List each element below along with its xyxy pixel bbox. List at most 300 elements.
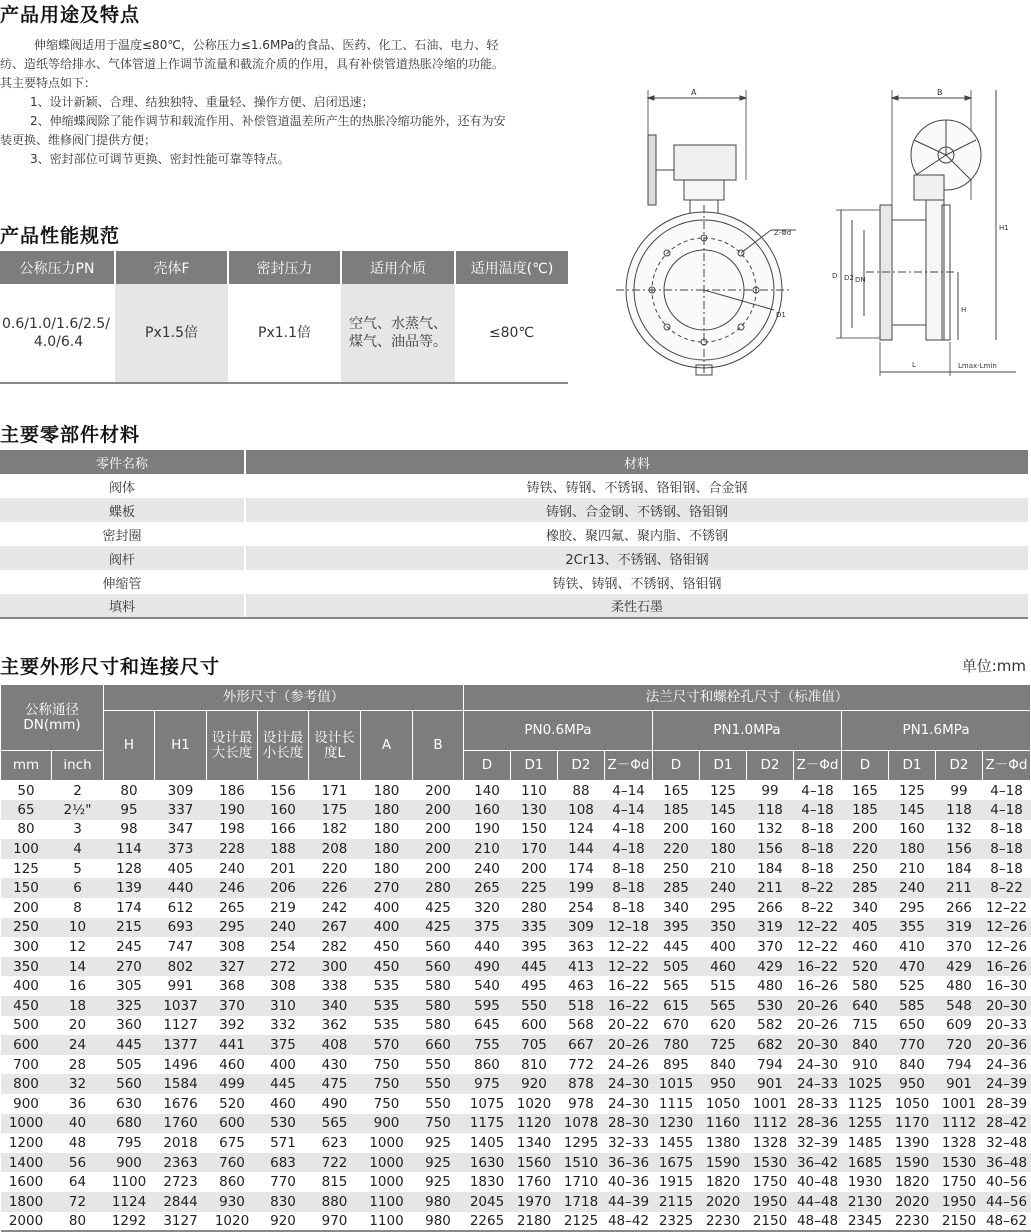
valve-drawing — [596, 80, 1028, 380]
table-cell: 755 — [464, 1035, 511, 1055]
table-cell: 16–22 — [607, 978, 650, 995]
table-cell: 20–26 — [794, 996, 842, 1016]
table-cell: 1100 — [361, 1192, 413, 1212]
table-cell: 32–39 — [796, 1134, 839, 1151]
table-row — [0, 546, 1028, 570]
table-cell: 600 — [1, 1035, 52, 1055]
table-cell: 200 — [13, 899, 39, 916]
table-cell: 95 — [104, 800, 155, 820]
table-cell: 4–18 — [605, 839, 653, 859]
table-cell: 4–14 — [612, 782, 645, 799]
table-cell: 725 — [700, 1035, 747, 1055]
table-cell: 794 — [757, 1056, 783, 1073]
table-cell: 750 — [373, 1056, 400, 1073]
table-cell: 550 — [425, 1056, 451, 1073]
table-cell: 200 — [425, 821, 451, 838]
table-cell: 1675 — [653, 1153, 700, 1173]
table-cell: 840 — [842, 1035, 889, 1055]
table-cell: 1127 — [163, 1017, 198, 1034]
table-cell: 211 — [936, 878, 983, 898]
table-cell: 174 — [568, 860, 594, 877]
dim-label-D1: D1 — [776, 311, 786, 319]
table-cell: 2723 — [163, 1174, 198, 1191]
table-cell: 395 — [653, 918, 700, 938]
table-cell: 1340 — [516, 1134, 552, 1151]
table-cell: 12–18 — [605, 918, 653, 938]
dims-heading: 主要外形尺寸和连接尺寸 — [0, 656, 221, 678]
table-cell: 110 — [521, 782, 547, 799]
table-cell: 20–26 — [796, 1017, 839, 1034]
table-cell: 180 — [361, 800, 413, 820]
table-row — [1, 1055, 1031, 1075]
table-cell: 400 — [13, 978, 39, 995]
table-cell: 925 — [425, 1134, 451, 1151]
table-cell: 24–26 — [607, 1056, 650, 1073]
table-cell: 920 — [511, 1074, 558, 1094]
table-cell: 44–56 — [983, 1192, 1031, 1212]
table-cell: 48–48 — [794, 1212, 842, 1232]
col-Z: Z－Φd — [983, 751, 1031, 781]
table-cell: 460 — [219, 1056, 245, 1073]
table-cell: 408 — [309, 1035, 361, 1055]
table-cell: 174 — [116, 899, 142, 916]
table-cell: 184 — [757, 860, 783, 877]
table-row — [1, 1035, 1031, 1055]
table-cell: 900 — [13, 1095, 39, 1112]
table-cell: 270 — [104, 957, 155, 977]
table-cell: 285 — [653, 878, 700, 898]
table-cell: 340 — [663, 899, 689, 916]
table-cell: 445 — [258, 1074, 309, 1094]
table-cell: 980 — [413, 1192, 464, 1212]
dim-label-lmax: Lmax-Lmin — [958, 362, 997, 370]
part-material: 铸铁、铸钢、不锈钢、铬钼钢 — [552, 576, 722, 592]
table-cell: 240 — [219, 860, 245, 877]
table-cell: 24–36 — [985, 1056, 1028, 1073]
table-cell: 413 — [558, 957, 605, 977]
table-cell: 950 — [889, 1074, 936, 1094]
table-cell: 571 — [270, 1134, 296, 1151]
table-cell: 28–33 — [796, 1095, 839, 1112]
table-cell: 335 — [511, 918, 558, 938]
table-cell: 327 — [207, 957, 258, 977]
table-row — [1, 800, 1031, 820]
table-cell: 560 — [425, 939, 451, 956]
table-cell: 20 — [68, 1017, 87, 1034]
table-cell: 145 — [700, 800, 747, 820]
table-cell: 65 — [1, 800, 52, 820]
table-cell: 780 — [653, 1035, 700, 1055]
table-cell: 200 — [425, 782, 451, 799]
table-cell: 900 — [361, 1114, 413, 1134]
table-cell: 295 — [207, 918, 258, 938]
table-cell: 700 — [13, 1056, 39, 1073]
table-cell: 200 — [521, 860, 547, 877]
table-cell: 1160 — [700, 1114, 747, 1134]
table-cell: 1710 — [563, 1174, 599, 1191]
table-cell: 16–22 — [794, 957, 842, 977]
table-cell: 8–18 — [990, 821, 1023, 838]
table-cell: 4 — [52, 839, 104, 859]
table-cell: 160 — [710, 821, 736, 838]
part-material: 柔性石墨 — [245, 594, 1028, 618]
spec-table — [0, 251, 568, 384]
table-cell: 600 — [521, 1017, 547, 1034]
table-cell: 40 — [52, 1114, 104, 1134]
table-cell: 370 — [207, 996, 258, 1016]
table-cell: 16–30 — [985, 978, 1028, 995]
table-cell: 400 — [361, 918, 413, 938]
table-cell: 20–22 — [607, 1017, 650, 1034]
table-cell: 48 — [68, 1134, 87, 1151]
dim-label-H1: H1 — [999, 224, 1009, 232]
table-cell: 445 — [104, 1035, 155, 1055]
table-cell: 800 — [1, 1074, 52, 1094]
table-cell: 1295 — [563, 1134, 599, 1151]
dim-label-H: H — [961, 306, 967, 314]
table-cell: 225 — [511, 878, 558, 898]
table-row — [1, 781, 1031, 801]
col-D: D — [464, 751, 511, 781]
table-cell: 810 — [521, 1056, 547, 1073]
table-cell: 2345 — [842, 1212, 889, 1232]
table-cell: 2020 — [700, 1192, 747, 1212]
table-cell: 815 — [321, 1174, 348, 1191]
table-cell: 770 — [270, 1174, 296, 1191]
table-cell: 670 — [663, 1017, 689, 1034]
table-cell: 1100 — [111, 1174, 147, 1191]
table-cell: 802 — [155, 957, 207, 977]
table-cell: 1560 — [511, 1153, 558, 1173]
table-cell: 44–39 — [605, 1192, 653, 1212]
table-cell: 535 — [373, 978, 400, 995]
table-cell: 470 — [889, 957, 936, 977]
table-cell: 132 — [757, 821, 783, 838]
front-view — [616, 88, 796, 375]
table-cell: 445 — [663, 939, 689, 956]
table-cell: 124 — [568, 821, 594, 838]
table-cell: 220 — [842, 839, 889, 859]
table-cell: 80 — [120, 782, 138, 799]
table-cell: 1124 — [104, 1192, 155, 1212]
table-cell: 36–48 — [983, 1153, 1031, 1173]
table-cell: 794 — [946, 1056, 972, 1073]
part-name: 填料 — [0, 594, 245, 618]
table-cell: 1328 — [941, 1134, 977, 1151]
table-cell: 565 — [700, 996, 747, 1016]
table-cell: 254 — [270, 939, 296, 956]
table-cell: 36–42 — [794, 1153, 842, 1173]
table-cell: 254 — [568, 899, 594, 916]
materials-col-header: 零件名称 — [0, 450, 245, 474]
table-cell: 770 — [889, 1035, 936, 1055]
table-cell: 499 — [207, 1074, 258, 1094]
table-cell: 580 — [852, 978, 878, 995]
spec-shell: Px1.5倍 — [115, 284, 228, 383]
table-cell: 1510 — [558, 1153, 605, 1173]
table-cell: 1112 — [747, 1114, 794, 1134]
table-cell: 530 — [258, 1114, 309, 1134]
col-Z: Z－Φd — [605, 751, 653, 781]
table-cell: 28–30 — [605, 1114, 653, 1134]
table-cell: 200 — [425, 860, 451, 877]
table-cell: 950 — [700, 1074, 747, 1094]
table-cell: 495 — [521, 978, 547, 995]
part-material: 橡胶、聚四氟、聚内脂、不锈钢 — [545, 528, 728, 544]
table-cell: 645 — [474, 1017, 500, 1034]
table-cell: 760 — [207, 1153, 258, 1173]
table-cell: 2325 — [653, 1212, 700, 1232]
table-cell: 139 — [104, 878, 155, 898]
table-cell: 560 — [413, 957, 464, 977]
table-cell: 320 — [474, 899, 500, 916]
table-cell: 400 — [270, 1056, 296, 1073]
table-cell: 560 — [104, 1074, 155, 1094]
usage-line: 纺、造纸等给排水、气体管道上作调节流量和截流介质的作用，具有补偿管道热胀冷缩的功能。 — [0, 57, 505, 71]
usage-heading: 产品用途及特点 — [0, 4, 141, 26]
table-cell: 795 — [116, 1134, 142, 1151]
outline-header: 外形尺寸（参考值） — [104, 685, 464, 711]
table-cell: 99 — [950, 782, 968, 799]
table-row — [1, 1074, 1031, 1094]
table-cell: 180 — [889, 839, 936, 859]
usage-line: 伸缩蝶阀适用于温度≤80℃，公称压力≤1.6MPa的食品、医药、化工、石油、电力、轻 — [34, 38, 499, 52]
table-cell: 1950 — [936, 1192, 983, 1212]
table-cell: 550 — [511, 996, 558, 1016]
table-cell: 171 — [321, 782, 348, 799]
table-row — [1, 1094, 1031, 1114]
table-cell: 1377 — [155, 1035, 207, 1055]
table-cell: 16–26 — [796, 978, 839, 995]
table-cell: 895 — [663, 1056, 689, 1073]
table-cell: 150 — [1, 878, 52, 898]
table-cell: 200 — [852, 821, 878, 838]
table-cell: 20–33 — [985, 1017, 1028, 1034]
table-cell: 32–48 — [985, 1134, 1028, 1151]
table-cell: 8–18 — [990, 860, 1023, 877]
table-cell: 450 — [361, 957, 413, 977]
spec-pn — [0, 284, 115, 383]
table-cell: 125 — [13, 860, 39, 877]
table-cell: 520 — [842, 957, 889, 977]
table-cell: 2125 — [558, 1212, 605, 1232]
table-row — [1, 996, 1031, 1016]
table-cell: 125 — [710, 782, 736, 799]
materials-table — [0, 450, 1028, 619]
table-cell: 860 — [219, 1174, 245, 1191]
table-cell: 319 — [747, 918, 794, 938]
table-cell: 8–22 — [983, 878, 1031, 898]
table-cell: 2115 — [653, 1192, 700, 1212]
part-material: 铸钢、合金钢、不锈钢、铬钼钢 — [245, 498, 1028, 522]
table-cell: 156 — [936, 839, 983, 859]
table-cell: 615 — [653, 996, 700, 1016]
table-cell: 2265 — [464, 1212, 511, 1232]
table-cell: 305 — [116, 978, 142, 995]
unit-label: 单位:mm — [961, 657, 1026, 675]
table-cell: 250 — [663, 860, 689, 877]
table-cell: 1530 — [936, 1153, 983, 1173]
table-cell: 309 — [558, 918, 605, 938]
table-row — [1, 976, 1031, 996]
table-cell: 340 — [309, 996, 361, 1016]
table-row — [0, 594, 1028, 618]
table-cell: 1000 — [361, 1153, 413, 1173]
table-cell: 675 — [219, 1134, 245, 1151]
table-cell: 145 — [889, 800, 936, 820]
feature-line: 1、设计新颖、合理、结独独特、重量轻、操作方便、启闭迅速； — [30, 95, 374, 109]
table-cell: 201 — [270, 860, 296, 877]
table-cell: 319 — [936, 918, 983, 938]
col-D2: D2 — [936, 751, 983, 781]
table-cell: 410 — [899, 939, 925, 956]
table-cell: 48–42 — [605, 1212, 653, 1232]
table-cell: 245 — [116, 939, 142, 956]
table-cell: 2230 — [889, 1212, 936, 1232]
table-cell: 211 — [747, 878, 794, 898]
table-cell: 32–33 — [607, 1134, 650, 1151]
table-row — [1, 859, 1031, 879]
table-cell: 2020 — [889, 1192, 936, 1212]
part-name: 伸缩管 — [0, 570, 245, 594]
part-material: 2Cr13、不锈钢、铬钼钢 — [245, 546, 1028, 570]
table-cell: 520 — [219, 1095, 245, 1112]
table-cell: 1000 — [369, 1134, 404, 1151]
table-cell: 1100 — [361, 1212, 413, 1232]
table-cell: 429 — [936, 957, 983, 977]
table-cell: 1015 — [653, 1074, 700, 1094]
table-cell: 16–22 — [605, 996, 653, 1016]
table-cell: 1170 — [889, 1114, 936, 1134]
table-cell: 88 — [572, 782, 590, 799]
spec-header: 适用温度(℃) — [455, 251, 568, 284]
spec-heading: 产品性能规范 — [0, 225, 121, 247]
usage-line: 其主要特点如下： — [0, 76, 97, 90]
table-cell: 180 — [373, 782, 400, 799]
spec-header: 壳体F — [115, 251, 228, 284]
table-cell: 750 — [361, 1074, 413, 1094]
table-cell: 1590 — [700, 1153, 747, 1173]
table-cell: 4–18 — [794, 800, 842, 820]
dim-label-DN: DN — [855, 276, 866, 284]
table-cell: 3127 — [155, 1212, 207, 1232]
table-row — [1, 957, 1031, 977]
table-cell: 208 — [309, 839, 361, 859]
table-cell: 425 — [425, 899, 451, 916]
table-cell: 20–26 — [605, 1035, 653, 1055]
table-cell: 108 — [558, 800, 605, 820]
table-cell: 840 — [899, 1056, 925, 1073]
table-cell: 901 — [936, 1074, 983, 1094]
table-cell: 48–62 — [983, 1212, 1031, 1232]
table-cell: 550 — [413, 1074, 464, 1094]
table-cell: 150 — [521, 821, 547, 838]
table-cell: 219 — [270, 899, 296, 916]
table-cell: 370 — [757, 939, 783, 956]
table-cell: 1750 — [752, 1174, 788, 1191]
table-cell: 580 — [425, 978, 451, 995]
table-cell: 1292 — [104, 1212, 155, 1232]
table-cell: 830 — [258, 1192, 309, 1212]
table-row — [1, 1133, 1031, 1153]
table-cell: 1050 — [705, 1095, 741, 1112]
spec-pn-line: 4.0/6.4 — [33, 334, 84, 350]
table-cell: 4–18 — [612, 821, 645, 838]
table-cell: 1001 — [752, 1095, 788, 1112]
table-cell: 1820 — [705, 1174, 741, 1191]
table-cell: 190 — [474, 821, 500, 838]
table-cell: 282 — [321, 939, 348, 956]
part-name: 密封圈 — [0, 522, 245, 546]
spec-temp: ≤80℃ — [455, 284, 568, 383]
table-cell: 550 — [425, 1095, 451, 1112]
spec-header: 密封压力 — [228, 251, 341, 284]
table-cell: 1380 — [705, 1134, 741, 1151]
table-cell: 840 — [710, 1056, 736, 1073]
dim-label-D2: D2 — [844, 274, 854, 282]
table-cell: 28–42 — [983, 1114, 1031, 1134]
table-cell: 24–39 — [983, 1074, 1031, 1094]
table-cell: 180 — [361, 839, 413, 859]
table-cell: 565 — [309, 1114, 361, 1134]
col-D1: D1 — [511, 751, 558, 781]
table-cell: 1950 — [747, 1192, 794, 1212]
table-cell: 1590 — [889, 1153, 936, 1173]
table-cell: 1485 — [847, 1134, 883, 1151]
table-cell: 140 — [474, 782, 500, 799]
table-cell: 2½" — [52, 800, 104, 820]
col-mm: mm — [1, 751, 52, 781]
table-cell: 860 — [474, 1056, 500, 1073]
materials-heading: 主要零部件材料 — [0, 424, 141, 446]
table-cell: 548 — [936, 996, 983, 1016]
table-cell: 405 — [842, 918, 889, 938]
table-cell: 568 — [568, 1017, 594, 1034]
table-cell: 18 — [52, 996, 104, 1016]
col-A: A — [361, 711, 413, 781]
table-cell: 1175 — [464, 1114, 511, 1134]
table-cell: 265 — [219, 899, 245, 916]
table-cell: 1115 — [658, 1095, 694, 1112]
table-cell: 10 — [52, 918, 104, 938]
nominal-diameter-header: 公称通径DN(mm) — [1, 685, 104, 751]
table-cell: 240 — [258, 918, 309, 938]
spec-header: 适用介质 — [341, 251, 455, 284]
table-cell: 1400 — [1, 1153, 52, 1173]
table-cell: 920 — [258, 1212, 309, 1232]
table-cell: 228 — [207, 839, 258, 859]
table-cell: 363 — [568, 939, 594, 956]
table-cell: 747 — [167, 939, 194, 956]
table-cell: 930 — [207, 1192, 258, 1212]
dim-label-L: L — [912, 361, 916, 369]
spec-medium-line: 空气、水蒸气、 — [349, 316, 447, 332]
table-cell: 395 — [521, 939, 547, 956]
table-cell: 130 — [511, 800, 558, 820]
table-cell: 580 — [413, 996, 464, 1016]
table-cell: 1930 — [847, 1174, 883, 1191]
table-cell: 300 — [309, 957, 361, 977]
table-cell: 118 — [936, 800, 983, 820]
table-cell: 480 — [757, 978, 783, 995]
table-cell: 144 — [558, 839, 605, 859]
spec-seal: Px1.1倍 — [228, 284, 341, 383]
table-cell: 280 — [521, 899, 547, 916]
col-min-length: 设计最小长度 — [258, 711, 309, 781]
table-cell: 185 — [653, 800, 700, 820]
col-length: 设计长度L — [309, 711, 361, 781]
table-cell: 1760 — [516, 1174, 552, 1191]
